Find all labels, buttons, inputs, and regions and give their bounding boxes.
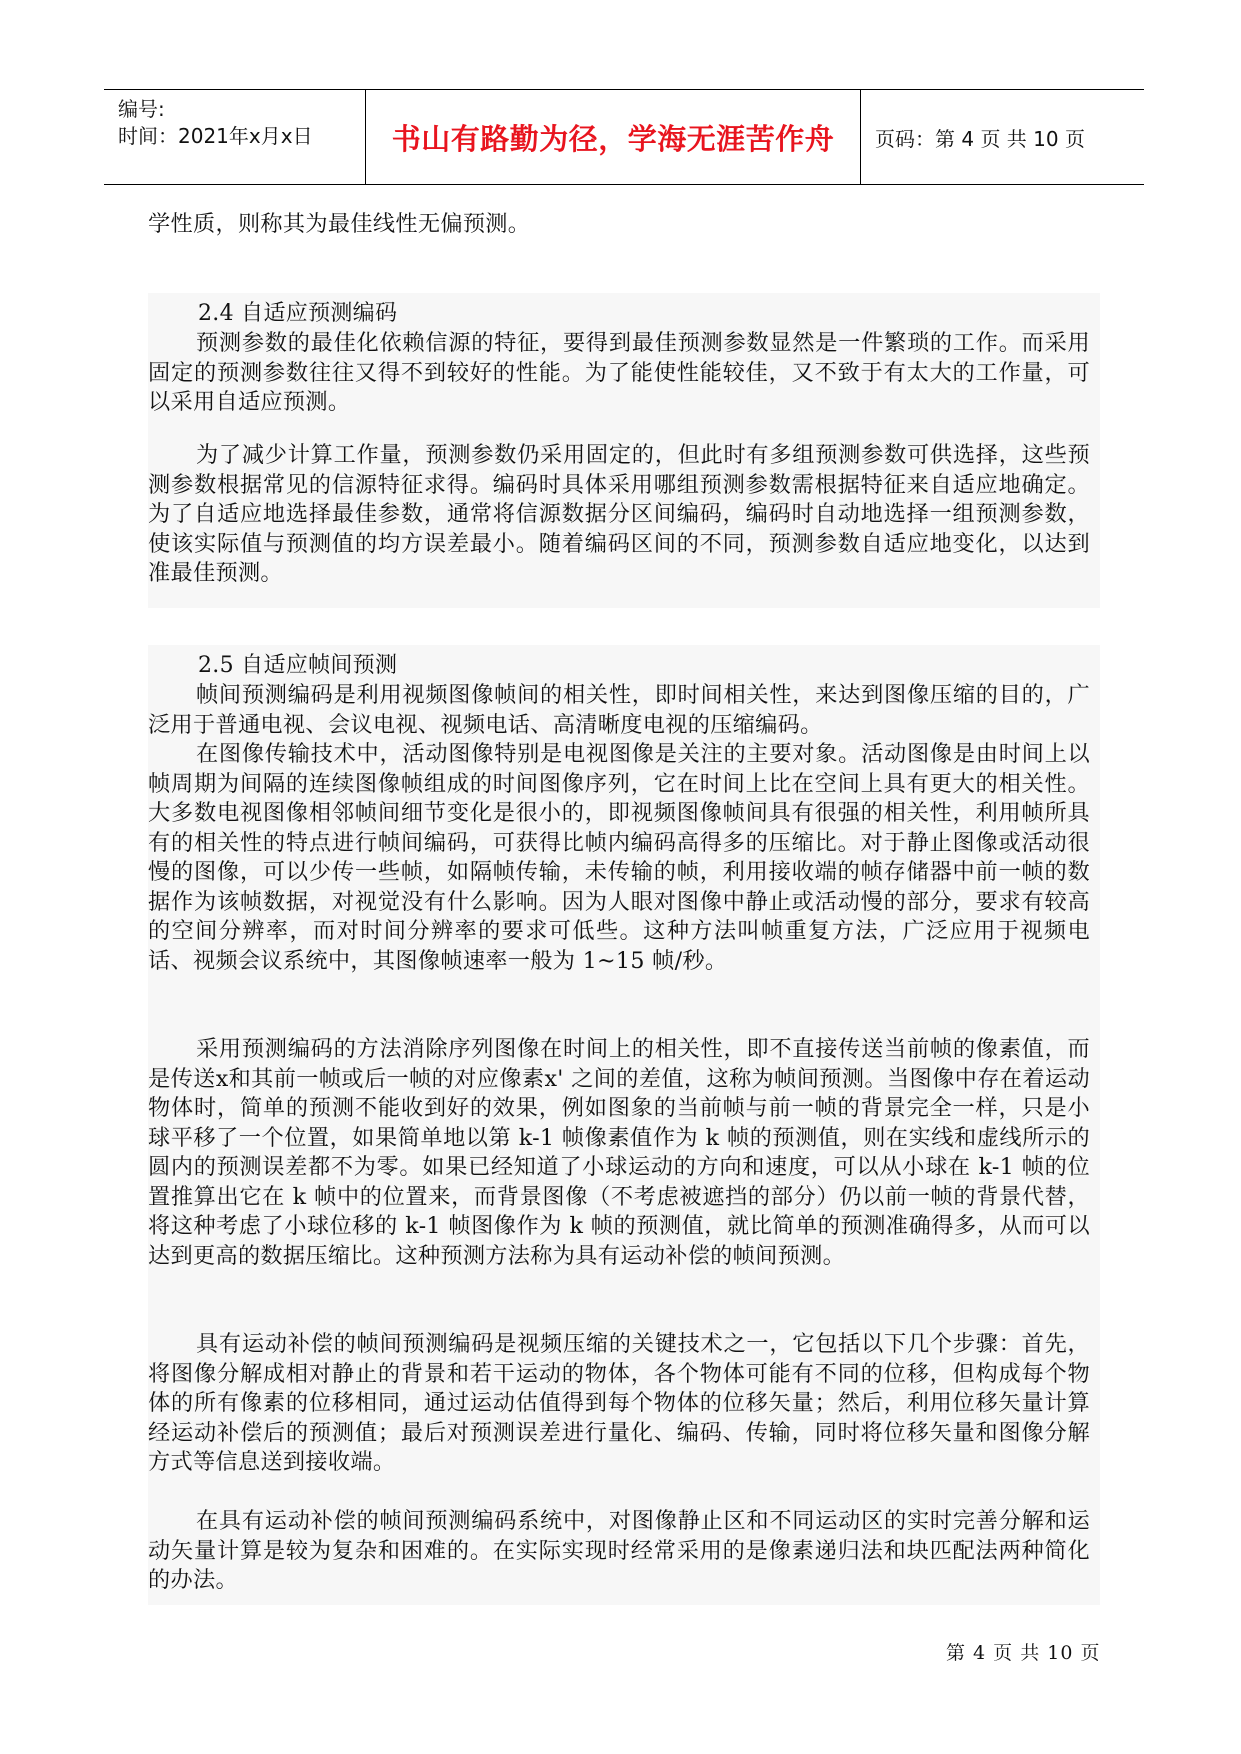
header-motto: 书山有路勤为径，学海无涯苦作舟 bbox=[366, 90, 861, 184]
section-2-5-para-2: 在图像传输技术中，活动图像特别是电视图像是关注的主要对象。活动图像是由时间上以帧周期为间隔的连续图像帧组成的时间图像序列，它在时间上比在空间上具有更大的相关性。大多数电视图像相邻帧间细节变化是很小的，即视频图像帧间具有很强的相关性，利用帧所具有的相关性的特点进行帧间编码，可获得比帧内编码高得多的压缩比。对于静止图像或活动很慢的图像，可以少传一些帧，如隔帧传输，未传输的帧，利用接收端的帧存储器中前一帧的数据作为该帧数据，对视觉没有什么影响。因为人眼对图像中静止或活动慢的部分，要求有较高的空间分辨率，而对时间分辨率的要求可低些。这种方法叫帧重复方法，广泛应用于视频电话、视频会议系统中，其图像帧速率一般为 1~15 帧/秒。 bbox=[148, 741, 1090, 974]
section-2-4 bbox=[148, 293, 1100, 608]
intro-line: 学性质，则称其为最佳线性无偏预测。 bbox=[148, 211, 531, 237]
section-2-5-para-5: 在具有运动补偿的帧间预测编码系统中，对图像静止区和不同运动区的实时完善分解和运动矢量计算是较为复杂和困难的。在实际实现时经常采用的是像素递归法和块匹配法两种简化的办法。 bbox=[148, 1508, 1090, 1593]
section-2-5-para-1: 帧间预测编码是利用视频图像帧间的相关性，即时间相关性，来达到图像压缩的目的，广泛用于普通电视、会议电视、视频电话、高清晰度电视的压缩编码。 bbox=[148, 682, 1090, 738]
page-footer: 第 4 页 共 10 页 bbox=[946, 1642, 1101, 1664]
page-header bbox=[104, 89, 1144, 185]
document-number-label: 编号: bbox=[118, 97, 165, 121]
section-2-4-para-1: 预测参数的最佳化依赖信源的特征，要得到最佳预测参数显然是一件繁琐的工作。而采用固定的预测参数往往又得不到较好的性能。为了能使性能较佳，又不致于有太大的工作量，可以采用自适应预测。 bbox=[148, 330, 1090, 415]
document-time-label: 时间：2021年x月x日 bbox=[118, 124, 313, 148]
section-2-5-para-3: 采用预测编码的方法消除序列图像在时间上的相关性，即不直接传送当前帧的像素值，而是传送x和其前一帧或后一帧的对应像素x' 之间的差值，这称为帧间预测。当图像中存在着运动物体时，简单的预测不能收到好的效果，例如图象的当前帧与前一帧的背景完全一样，只是小球平移了一个位置，如果简单地以第 k-1 帧像素值作为 k 帧的预测值，则在实线和虚线所示的圆内的预测误差都不为零。如果已经知道了小球运动的方向和速度，可以从小球在 k-1 帧的位置推算出它在 k 帧中的位置来，而背景图像（不考虑被遮挡的部分）仍以前一帧的背景代替，将这种考虑了小球位移的 k-1 帧图像作为 k 帧的预测值，就比简单的预测准确得多，从而可以达到更高的数据压缩比。这种预测方法称为具有运动补偿的帧间预测。 bbox=[148, 1036, 1090, 1269]
section-2-4-heading: 2.4 自适应预测编码 bbox=[198, 301, 398, 326]
header-page-label: 页码：第 4 页 共 10 页 bbox=[875, 126, 1085, 151]
section-2-5 bbox=[148, 645, 1100, 1605]
header-meta bbox=[104, 90, 366, 184]
section-2-4-para-2: 为了减少计算工作量，预测参数仍采用固定的，但此时有多组预测参数可供选择，这些预测参数根据常见的信源特征求得。编码时具体采用哪组预测参数需根据特征来自适应地确定。为了自适应地选择最佳参数，通常将信源数据分区间编码，编码时自动地选择一组预测参数，使该实际值与预测值的均方误差最小。随着编码区间的不同，预测参数自适应地变化，以达到准最佳预测。 bbox=[148, 442, 1090, 586]
section-2-5-heading: 2.5 自适应帧间预测 bbox=[198, 653, 398, 678]
section-2-5-para-4: 具有运动补偿的帧间预测编码是视频压缩的关键技术之一，它包括以下几个步骤：首先，将图像分解成相对静止的背景和若干运动的物体，各个物体可能有不同的位移，但构成每个物体的所有像素的位移相同，通过运动估值得到每个物体的位移矢量；然后，利用位移矢量计算经运动补偿后的预测值；最后对预测误差进行量化、编码、传输，同时将位移矢量和图像分解方式等信息送到接收端。 bbox=[148, 1331, 1090, 1475]
